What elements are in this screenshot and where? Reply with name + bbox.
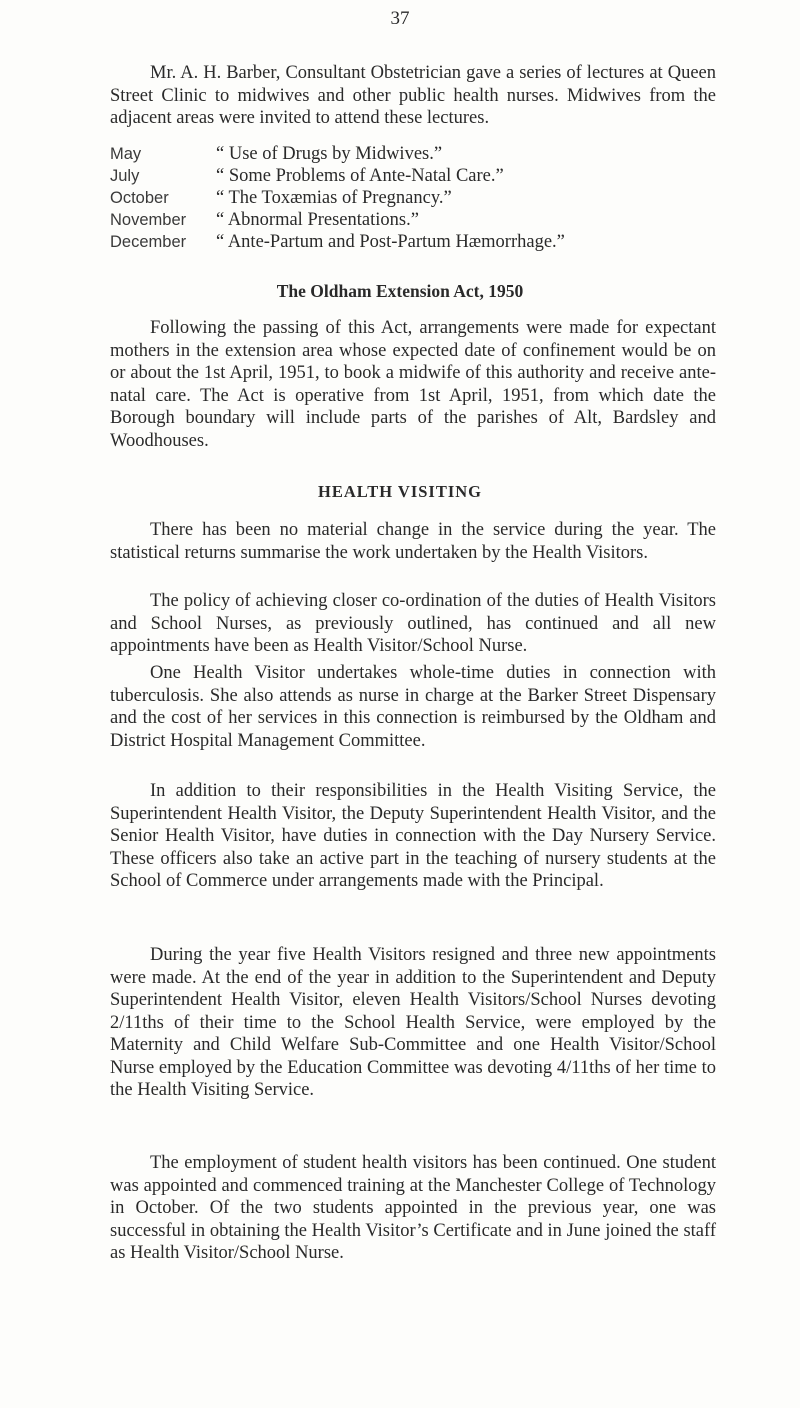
- hv-paragraph-5: During the year five Health Visitors resigned and three new appointments were made. At the end of the year in addition to the Superintendent and Deputy Superintendent Health Visitor, eleven Health Visitors/School Nurses devoting 2/11ths of their time to the School Health Service, were employed by the Maternity and Child Welfare Sub-Committee and one Health Visitor/School Nurse employed by the Education Committee was devoting 4/11ths of her time to the Health Visiting Service.: [110, 945, 716, 1100]
- lecture-list: [110, 143, 720, 253]
- lecture-title: “ Ante-Partum and Post-Partum Hæmorrhage.”: [216, 232, 565, 252]
- lecture-row: [110, 165, 720, 187]
- lecture-month: July: [110, 167, 140, 185]
- lecture-row: [110, 209, 720, 231]
- hv-paragraph-2: The policy of achieving closer co-ordination of the duties of Health Visitors and School Nurses, as previously outlined, has continued and all new appointments have been as Health Visitor/School Nurse.: [110, 591, 716, 656]
- lecture-title: “ The Toxæmias of Pregnancy.”: [216, 188, 452, 208]
- lecture-row: [110, 231, 720, 253]
- health-visiting-heading: HEALTH VISITING: [317, 482, 483, 501]
- oldham-act-heading: The Oldham Extension Act, 1950: [276, 281, 524, 301]
- hv-paragraph-1: There has been no material change in the service during the year. The statistical returns summarise the work undertaken by the Health Visitors.: [110, 520, 716, 563]
- lecture-title: “ Abnormal Presentations.”: [216, 210, 419, 230]
- lecture-title: “ Use of Drugs by Midwives.”: [216, 144, 443, 164]
- lecture-month: December: [110, 233, 187, 251]
- lecture-month: October: [110, 189, 169, 207]
- page-number: 37: [390, 8, 410, 29]
- hv-paragraph-4: In addition to their responsibilities in the Health Visiting Service, the Superintendent Health Visitor, the Deputy Superintendent Health Visitor, and the Senior Health Visitor, have duties in connection with the Day Nursery Service. These officers also take an active part in the teaching of nursery students at the School of Commerce under arrangements made with the Principal.: [110, 781, 716, 891]
- lecture-month: November: [110, 211, 187, 229]
- hv-paragraph-6: The employment of student health visitors has been continued. One student was appointed and commenced training at the Manchester College of Technology in October. Of the two students appointed in the previous year, one was successful in obtaining the Health Visitor’s Certificate and in June joined the staff as Health Visitor/School Nurse.: [110, 1153, 716, 1263]
- hv-paragraph-3: One Health Visitor undertakes whole-time duties in connection with tuberculosis. She also attends as nurse in charge at the Barker Street Dispensary and the cost of her services in this connection is reimbursed by the Oldham and District Hospital Management Committee.: [110, 663, 716, 751]
- oldham-act-paragraph: Following the passing of this Act, arrangements were made for expectant mothers in the extension area whose expected date of confinement would be on or about the 1st April, 1951, to book a midwife of this authority and receive ante-natal care. The Act is operative from 1st April, 1951, from which date the Borough boundary will include parts of the parishes of Alt, Bardsley and Woodhouses.: [110, 318, 716, 451]
- lecture-row: [110, 187, 720, 209]
- lecture-title: “ Some Problems of Ante-Natal Care.”: [216, 166, 504, 186]
- lecture-row: [110, 143, 720, 165]
- intro-paragraph: Mr. A. H. Barber, Consultant Obstetrician gave a series of lectures at Queen Street Clinic to midwives and other public health nurses. Midwives from the adjacent areas were invited to attend these lectures.: [110, 63, 716, 128]
- lecture-month: May: [110, 145, 142, 163]
